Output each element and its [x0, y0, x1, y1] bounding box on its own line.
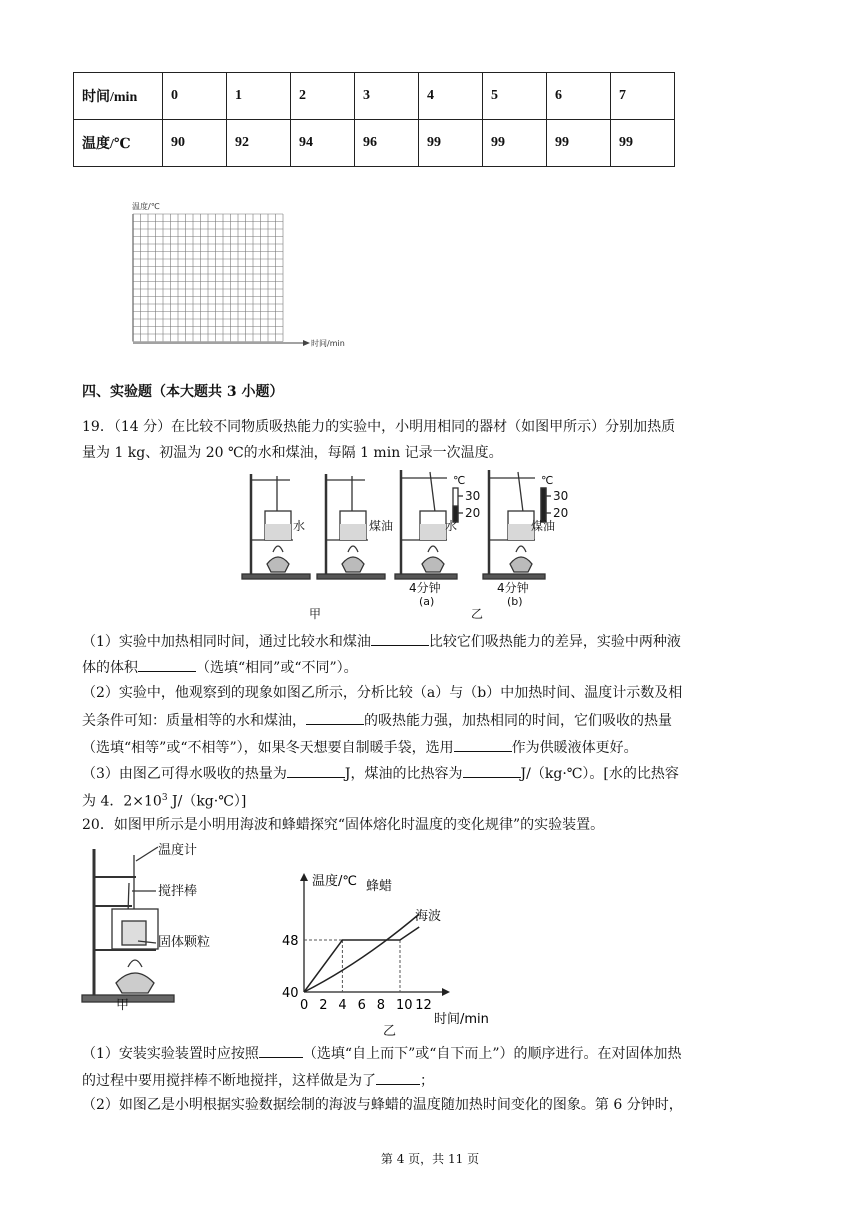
table-cell: 94	[291, 120, 355, 167]
q20-part1-line1	[82, 1043, 682, 1063]
tick-20-b: 20	[553, 506, 569, 520]
q20-apparatus-figure	[72, 843, 184, 1015]
text-segment: 作为供暖液体更好。	[511, 740, 638, 756]
text-segment: 的吸热能力强，加热相同的时间，它们吸收的热量	[364, 713, 672, 729]
table-cell: 6	[547, 73, 611, 120]
table-cell: 1	[227, 73, 291, 120]
q19-part2-line3	[82, 737, 638, 757]
x-tick-label: 0	[300, 998, 309, 1013]
label-water: 水	[293, 519, 306, 533]
text-segment: 的过程中要用搅拌棒不断地搅拌，这样做是为了	[82, 1073, 376, 1089]
tick-20-a: 20	[465, 506, 481, 520]
series-label-hypo: 海波	[415, 909, 442, 924]
chart-xlabel: 时间/min	[434, 1012, 489, 1025]
table-cell: 99	[483, 120, 547, 167]
x-tick-label: 2	[319, 998, 328, 1013]
label-time-b: 4分钟	[497, 581, 529, 595]
answer-blank[interactable]	[376, 1070, 420, 1085]
table-cell: 7	[611, 73, 675, 120]
blank-grid-chart	[120, 198, 360, 350]
label-kerosene: 煤油	[369, 519, 394, 533]
label-b: (b)	[507, 595, 523, 608]
text-segment: （1）安装实验装置时应按照	[82, 1046, 259, 1062]
q19-part1-line1	[82, 631, 681, 651]
text-segment: J/（kg·℃）]	[167, 793, 247, 810]
q20-melting-chart	[278, 865, 514, 1025]
q19-part3-line1	[82, 763, 679, 783]
text-segment: 为 4．2×10	[82, 793, 162, 810]
tick-30-a: 30	[465, 489, 481, 503]
q19-part3-line2	[82, 789, 246, 811]
text-segment: （1）实验中加热相同时间，通过比较水和煤油	[82, 634, 371, 650]
table-cell: 4	[419, 73, 483, 120]
table-cell: 99	[547, 120, 611, 167]
q20-part1-line2	[82, 1070, 434, 1090]
answer-blank[interactable]	[259, 1043, 303, 1058]
label-kerosene-b: 煤油	[531, 519, 556, 533]
table-row	[74, 120, 675, 167]
label-jia: 甲	[116, 998, 130, 1013]
text-segment: （选填“相等”或“不相等”），如果冬天想要自制暖手袋，选用	[82, 740, 454, 756]
text-segment: （3）由图乙可得水吸收的热量为	[82, 766, 287, 782]
label-a: (a)	[419, 595, 435, 608]
grid-lines	[133, 214, 283, 342]
label-time-a: 4分钟	[409, 581, 441, 595]
text-segment: （选填“相同”或“不同”）。	[196, 660, 358, 676]
q19-part2-line1: （2）实验中，他观察到的现象如图乙所示，分析比较（a）与（b）中加热时间、温度计示数及相	[82, 685, 683, 701]
q19-line1: 19．（14 分）在比较不同物质吸热能力的实验中，小明用相同的器材（如图甲所示）分别加热质	[82, 419, 676, 435]
q20-line1: 20．如图甲所示是小明用海波和蜂蜡探究“固体熔化时温度的变化规律”的实验装置。	[82, 817, 605, 833]
answer-blank[interactable]	[138, 657, 196, 672]
table-row-header: 时间/min	[74, 73, 163, 120]
q19-part1-line2	[82, 657, 358, 677]
x-tick-label: 4	[338, 998, 347, 1013]
x-axis-arrow	[442, 988, 450, 996]
grid-chart-ylabel: 温度/℃	[132, 202, 160, 211]
q19-figure	[235, 466, 615, 620]
time-temperature-table	[73, 72, 675, 167]
table-row-header: 温度/℃	[74, 120, 163, 167]
table-cell: 99	[611, 120, 675, 167]
text-segment: J/（kg·℃）。[水的比热容	[520, 766, 679, 782]
text-segment: ；	[420, 1073, 434, 1089]
answer-blank[interactable]	[306, 710, 364, 725]
y-tick-label: 40	[282, 986, 299, 1001]
label-stir-rod: 搅拌棒	[158, 884, 198, 899]
y-tick-label: 48	[282, 934, 299, 949]
x-tick-label: 8	[376, 998, 386, 1013]
answer-blank[interactable]	[371, 631, 429, 646]
text-segment: 比较它们吸热能力的差异，实验中两种液	[428, 634, 681, 650]
table-cell: 3	[355, 73, 419, 120]
figure-label-yi: 乙	[383, 1024, 397, 1039]
series-label-beeswax: 蜂蜡	[366, 879, 393, 894]
page-footer: 第 4 页，共 11 页	[380, 1152, 480, 1166]
section-heading: 四、实验题（本大题共 3 小题）	[82, 384, 284, 400]
label-deg-b: ℃	[541, 474, 554, 487]
table-cell: 5	[483, 73, 547, 120]
table-row	[74, 73, 675, 120]
table-cell: 0	[163, 73, 227, 120]
x-tick-label: 6	[357, 998, 366, 1013]
table-cell: 2	[291, 73, 355, 120]
table-cell: 96	[355, 120, 419, 167]
answer-blank[interactable]	[287, 763, 345, 778]
table-cell: 90	[163, 120, 227, 167]
grid-chart-xlabel: 时间/min	[311, 339, 345, 348]
label-granules: 固体颗粒	[158, 935, 211, 950]
label-thermometer: 温度计	[158, 843, 198, 858]
label-deg-a: ℃	[453, 474, 466, 487]
label-yi: 乙	[471, 607, 484, 620]
y-axis-arrow	[300, 873, 308, 881]
text-segment: 体的体积	[82, 660, 138, 676]
x-axis-arrow	[303, 340, 310, 346]
q19-part2-line2	[82, 710, 672, 730]
text-segment: 关条件可知：质量相等的水和煤油，	[82, 713, 306, 729]
x-tick-label: 12	[415, 998, 432, 1013]
answer-blank[interactable]	[454, 737, 512, 752]
q20-part2-line1: （2）如图乙是小明根据实验数据绘制的海波与蜂蜡的温度随加热时间变化的图象。第 6 分钟时，	[82, 1097, 683, 1113]
superscript: 3	[161, 793, 168, 803]
series-line-beeswax	[304, 914, 419, 992]
text-segment: J，煤油的比热容为	[344, 766, 463, 782]
table-cell: 92	[227, 120, 291, 167]
tick-30-b: 30	[553, 489, 569, 503]
label-jia: 甲	[309, 607, 322, 620]
chart-ylabel: 温度/℃	[312, 874, 357, 889]
label-water-a: 水	[445, 519, 458, 533]
text-segment: （选填“自上而下”或“自下而上”）的顺序进行。在对固体加热	[302, 1046, 682, 1062]
x-tick-label: 10	[396, 998, 413, 1013]
answer-blank[interactable]	[463, 763, 521, 778]
table-cell: 99	[419, 120, 483, 167]
q19-line2: 量为 1 kg、初温为 20 ℃的水和煤油，每隔 1 min 记录一次温度。	[82, 445, 503, 461]
